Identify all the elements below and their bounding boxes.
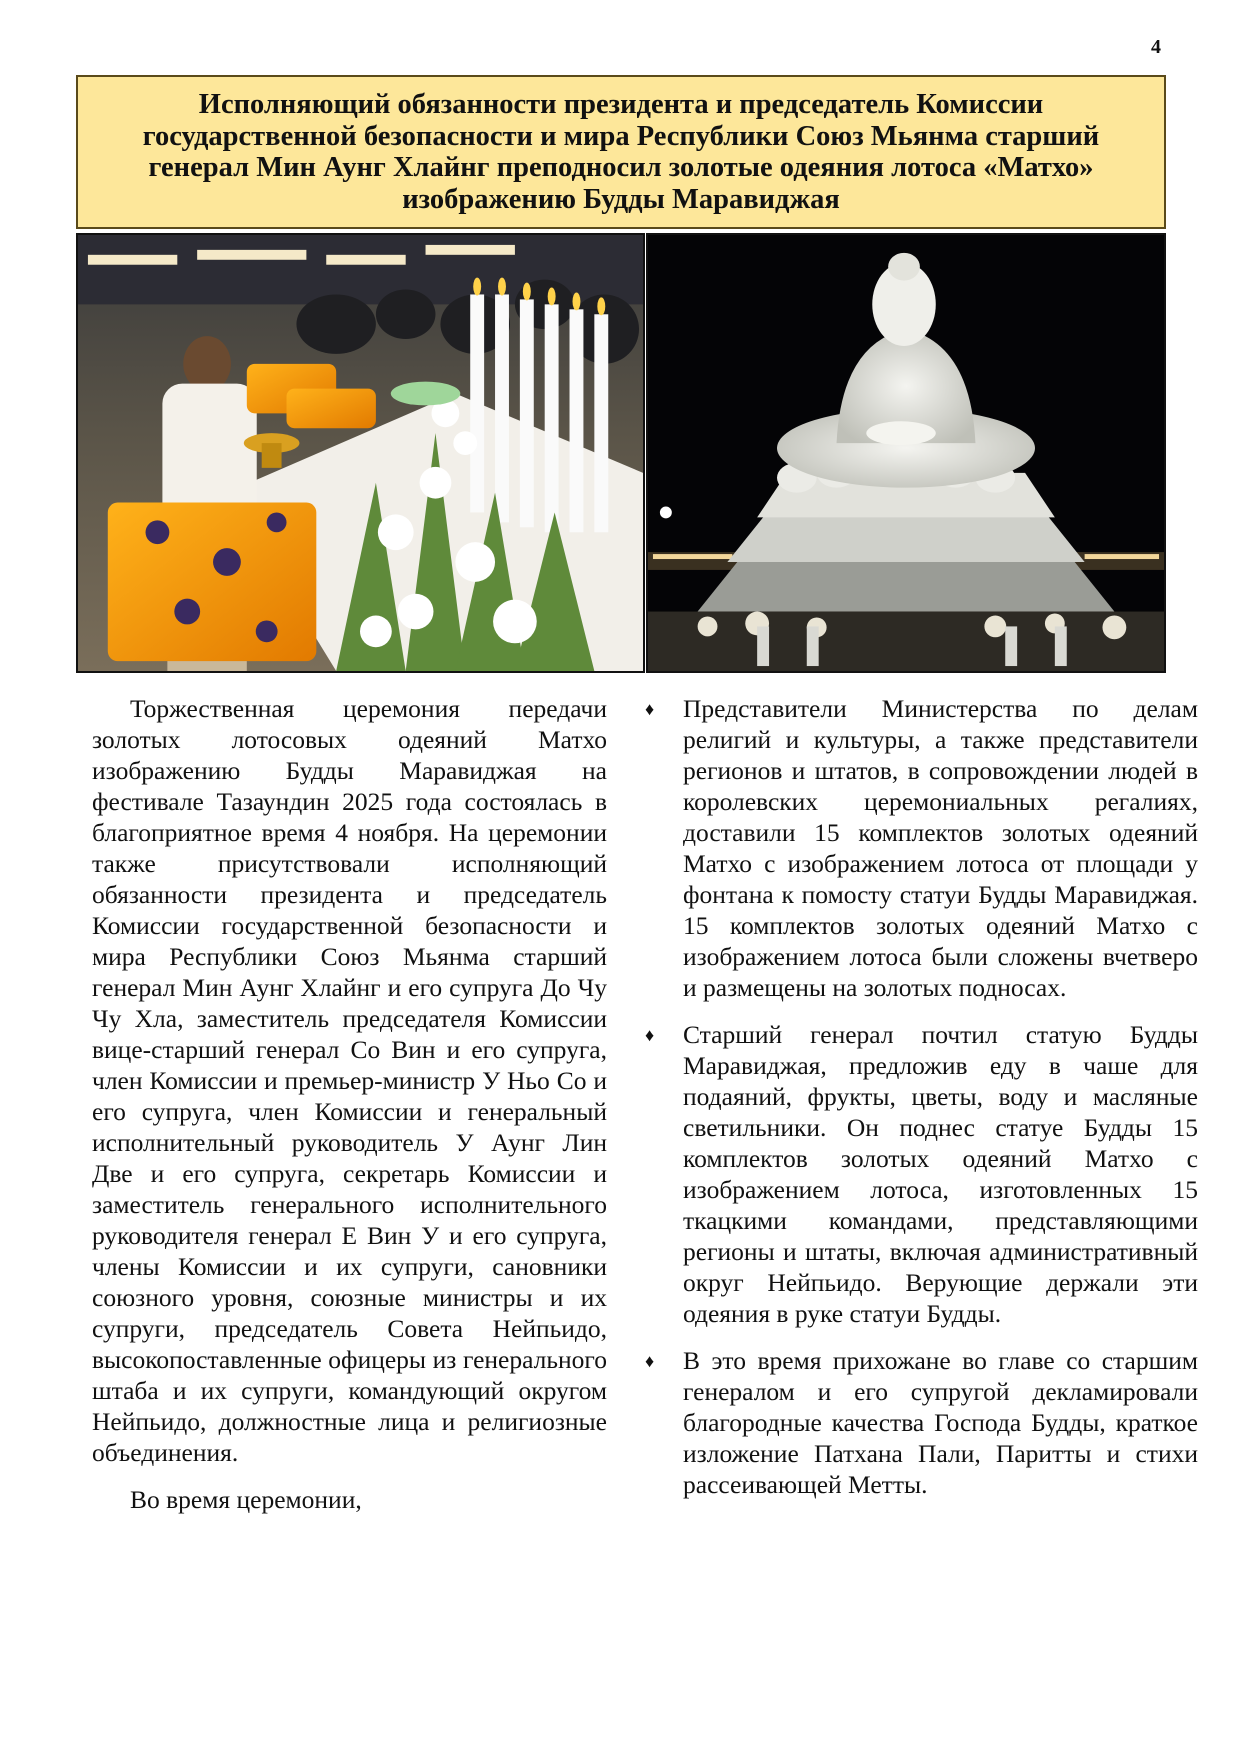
ceremony-offering-photo xyxy=(76,233,645,673)
buddha-statue-photo xyxy=(646,233,1166,673)
list-item-text: Старший генерал почтил статую Будды Маравиджая, предложив еду в чаше для подаяний, фрукты, цветы, воду и масляные светильники. Он поднес статуе Будды 15 комплектов золотых одеяний Матхо с изображением лотоса, изготовленных 15 ткацкими командами, представляющими регионы и штаты, включая административный округ Нейпьидо. Верующие держали эти одеяния в руке статуи Будды. xyxy=(683,1020,1198,1328)
list-item xyxy=(645,1345,1198,1500)
page-title: Исполняющий обязанности президента и председатель Комиссии государственной безопасности и мира Республики Союз Мьянма старший генерал Мин Аунг Хлайнг преподносил золотые одеяния лотоса «Матхо» изображению Будды Маравиджая xyxy=(142,89,1100,215)
body-paragraph-2: Во время церемонии, xyxy=(130,1485,362,1514)
buddha-statue-night-photo-icon xyxy=(648,235,1164,671)
list-item-text: Представители Министерства по делам религий и культуры, а также представители регионов и штатов, в сопровождении людей в королевских церемониальных регалиях, доставили 15 комплектов золотых одеяний Матхо с изображением лотоса от площади у фонтана к помосту статуи Будды Маравиджая. 15 комплектов золотых одеяний Матхо с изображением лотоса были сложены вчетверо и размещены на золотых подносах. xyxy=(683,694,1198,1002)
diamond-bullet-icon: ♦ xyxy=(645,1351,655,1371)
list-item xyxy=(645,693,1198,1003)
title-box xyxy=(76,75,1166,229)
body-paragraph-1: Торжественная церемония передачи золотых лотосовых одеяний Матхо изображению Будды Маравиджая на фестивале Тазаундин 2025 года состоялась в благоприятное время 4 ноября. На церемонии также присутствовали исполняющий обязанности президента и председатель Комиссии государственной безопасности и мира Республики Союз Мьянма старший генерал Мин Аунг Хлайнг и его супруга До Чу Чу Хла, заместитель председателя Комиссии вице-старший генерал Со Вин и его супруга, член Комиссии и премьер-министр У Ньо Со и его супруга, член Комиссии и генеральный исполнительный руководитель У Аунг Лин Две и его супруга, секретарь Комиссии и заместитель генерального исполнительного руководителя генерал Е Вин У и его супруга, члены Комиссии и их супруги, сановники союзного уровня, союзные министры и их супруги, председатель Совета Нейпьидо, высокопоставленные офицеры из генерального штаба и их супруги, командующий округом Нейпьидо, должностные лица и религиозные объединения. xyxy=(92,694,607,1467)
diamond-bullet-icon: ♦ xyxy=(645,1025,655,1045)
page-number: 4 xyxy=(1151,36,1161,58)
right-text-column xyxy=(645,693,1198,1516)
list-item-text: В это время прихожане во главе со старшим генералом и его супругой декламировали благородные качества Господа Будды, краткое изложение Патхана Пали, Паритты и стихи рассеивающей Метты. xyxy=(683,1346,1198,1499)
left-text-column xyxy=(92,693,607,1515)
diamond-bullet-icon: ♦ xyxy=(645,699,655,719)
ceremony-offering-photo-icon xyxy=(78,235,643,671)
list-item xyxy=(645,1019,1198,1329)
